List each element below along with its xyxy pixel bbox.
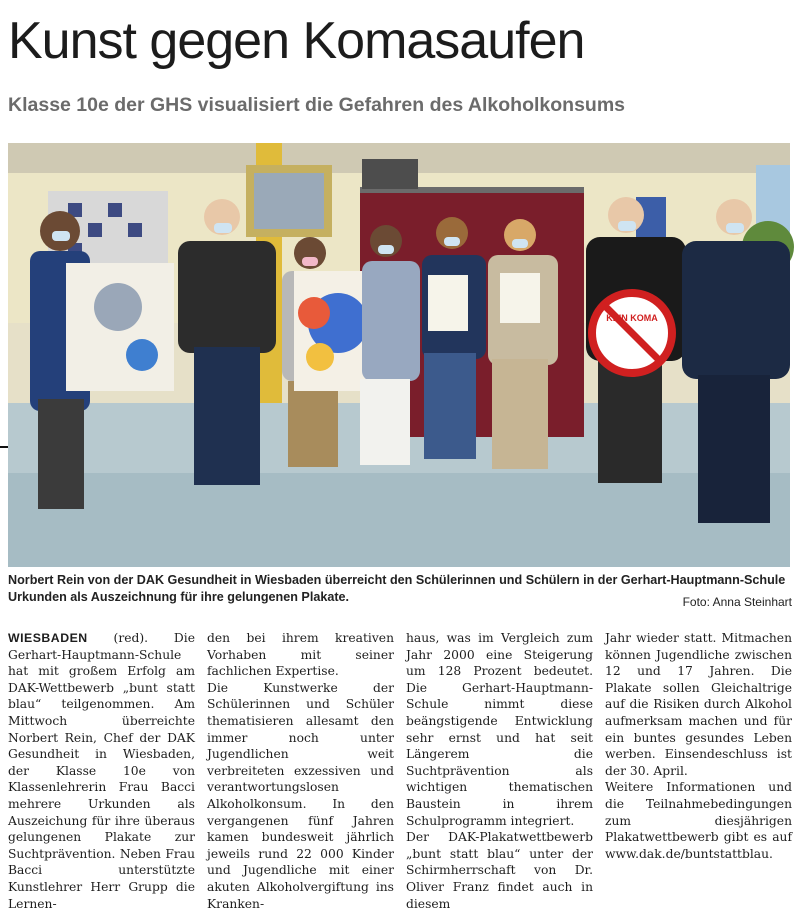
subheadline: Klasse 10e der GHS visualisiert die Gefahren des Alkoholkonsums <box>8 94 626 116</box>
paragraph: haus, was im Vergleich zum Jahr 2000 eine Steigerung um 128 Prozent bedeutet. Die Gerhart-Hauptmann-Schule nimmt diese beängstigende Entwicklung sehr ernst und hat seit Längerem die Suchtprävention als wichtigen thematischen Baustein in ihrem Schulprogramm integriert. <box>406 631 593 828</box>
photo-credit: Foto: Anna Steinhart <box>682 595 792 609</box>
group-photo-icon <box>8 143 790 567</box>
article-photo <box>8 143 790 567</box>
dateline: WIESBADEN <box>8 631 88 645</box>
paragraph: Weitere Informationen und die Teilnahmebedingungen zum diesjährigen Plakatwettbewerb gibt es auf www.dak.de/buntstattblau. <box>605 780 792 861</box>
column-1 <box>8 630 195 911</box>
column-4 <box>605 630 792 880</box>
paragraph: Jahr wieder statt. Mitmachen können Jugendliche zwischen 12 und 17 Jahren. Die Plakate sollen Gleichaltrige auf die Risiken durch Alkohol aufmerksam machen und für ein buntes gesundes Leben werben. Einsendeschluss ist der 30. April. <box>605 631 792 778</box>
column-3 <box>406 630 593 911</box>
column-2 <box>207 630 394 911</box>
paragraph: Die Kunstwerke der Schülerinnen und Schüler thematisieren allesamt den immer noch unter Jugendlichen weit verbreiteten exzessiven und verantwortungslosen Alkoholkonsum. In den vergangenen fünf Jahren kamen bundesweit jährlich jeweils rund 22 000 Kinder und Jugendliche mit einer akuten Alkoholvergiftung ins Kranken- <box>207 680 394 911</box>
headline: Kunst gegen Komasaufen <box>8 12 585 70</box>
paragraph: Der DAK-Plakatwettbewerb „bunt statt blau“ unter der Schirmherrschaft von Dr. Oliver Franz findet auch in diesem <box>406 830 593 911</box>
photo-caption: Norbert Rein von der DAK Gesundheit in Wiesbaden überreicht den Schülerinnen und Schülern in der Gerhart-Hauptmann-Schule Urkunden als Auszeichnung für ihre gelungenen Plakate. <box>8 573 786 604</box>
article-body <box>8 630 792 911</box>
sign-text: KEIN KOMA <box>606 313 658 323</box>
paragraph: den bei ihrem kreativen Vorhaben mit seiner fachlichen Expertise. <box>207 631 394 679</box>
paragraph: (red). Die Gerhart-Hauptmann-Schule hat mit großem Erfolg am DAK-Wettbewerb „bunt statt blau“ teilgenommen. Am Mittwoch überreichte Norbert Rein, Chef der DAK Gesundheit in Wiesbaden, der Klasse 10e von Klassenlehrerin Frau Bacci mehrere Urkunden als Auszeichung für ihre überaus gelungenen Plakate zur Suchtprävention. Neben Frau Bacci unterstützte Kunstlehrer Herr Grupp die Lernen- <box>8 631 195 911</box>
